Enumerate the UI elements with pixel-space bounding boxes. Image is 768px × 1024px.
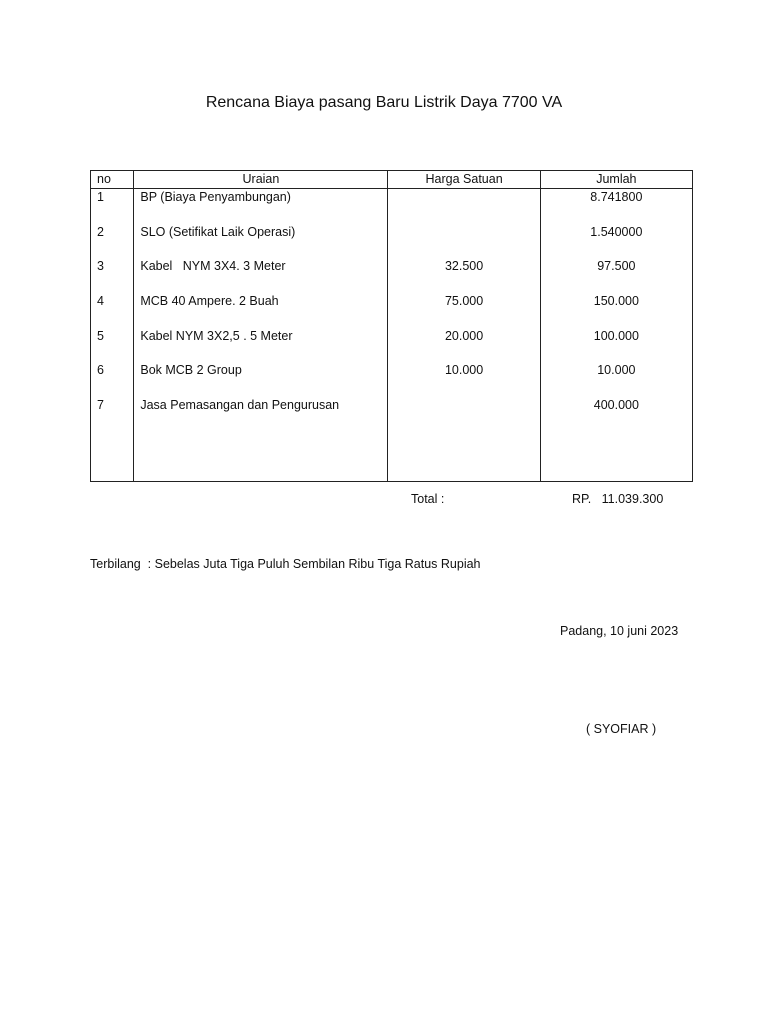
amount-in-words: Terbilang : Sebelas Juta Tiga Puluh Sembilan Ribu Tiga Ratus Rupiah xyxy=(90,557,481,571)
row-amount: 8.741800 xyxy=(540,189,692,224)
row-no: 7 xyxy=(91,397,134,432)
table-row xyxy=(91,224,693,259)
row-unit-price: 75.000 xyxy=(388,293,540,328)
empty-cell xyxy=(540,432,692,482)
table-header-row xyxy=(91,171,693,189)
row-no: 6 xyxy=(91,362,134,397)
table-row xyxy=(91,397,693,432)
table-row xyxy=(91,293,693,328)
row-amount: 97.500 xyxy=(540,258,692,293)
row-unit-price xyxy=(388,189,540,224)
row-description: Bok MCB 2 Group xyxy=(134,362,388,397)
row-no: 5 xyxy=(91,328,134,363)
table-row xyxy=(91,362,693,397)
row-unit-price: 10.000 xyxy=(388,362,540,397)
row-description: MCB 40 Ampere. 2 Buah xyxy=(134,293,388,328)
header-description: Uraian xyxy=(134,171,388,189)
header-unit-price: Harga Satuan xyxy=(388,171,540,189)
cost-table xyxy=(90,170,693,482)
row-description: Jasa Pemasangan dan Pengurusan xyxy=(134,397,388,432)
empty-cell xyxy=(91,432,134,482)
row-no: 2 xyxy=(91,224,134,259)
row-amount: 100.000 xyxy=(540,328,692,363)
header-amount: Jumlah xyxy=(540,171,692,189)
table-row xyxy=(91,328,693,363)
row-description: BP (Biaya Penyambungan) xyxy=(134,189,388,224)
row-unit-price xyxy=(388,397,540,432)
row-amount: 400.000 xyxy=(540,397,692,432)
table-empty-row xyxy=(91,432,693,482)
row-amount: 1.540000 xyxy=(540,224,692,259)
row-description: Kabel NYM 3X4. 3 Meter xyxy=(134,258,388,293)
row-no: 4 xyxy=(91,293,134,328)
empty-cell xyxy=(134,432,388,482)
table-row xyxy=(91,189,693,224)
row-unit-price: 20.000 xyxy=(388,328,540,363)
total-value: RP. 11.039.300 xyxy=(572,492,664,506)
row-no: 3 xyxy=(91,258,134,293)
document-title: Rencana Biaya pasang Baru Listrik Daya 7700 VA xyxy=(205,94,563,111)
place-and-date: Padang, 10 juni 2023 xyxy=(560,624,679,638)
row-amount: 150.000 xyxy=(540,293,692,328)
row-unit-price xyxy=(388,224,540,259)
table-row xyxy=(91,258,693,293)
row-description: Kabel NYM 3X2,5 . 5 Meter xyxy=(134,328,388,363)
row-no: 1 xyxy=(91,189,134,224)
signer-name: ( SYOFIAR ) xyxy=(586,722,657,736)
empty-cell xyxy=(388,432,540,482)
row-description: SLO (Setifikat Laik Operasi) xyxy=(134,224,388,259)
total-label: Total : xyxy=(411,492,445,506)
header-no: no xyxy=(91,171,134,189)
row-unit-price: 32.500 xyxy=(388,258,540,293)
row-amount: 10.000 xyxy=(540,362,692,397)
